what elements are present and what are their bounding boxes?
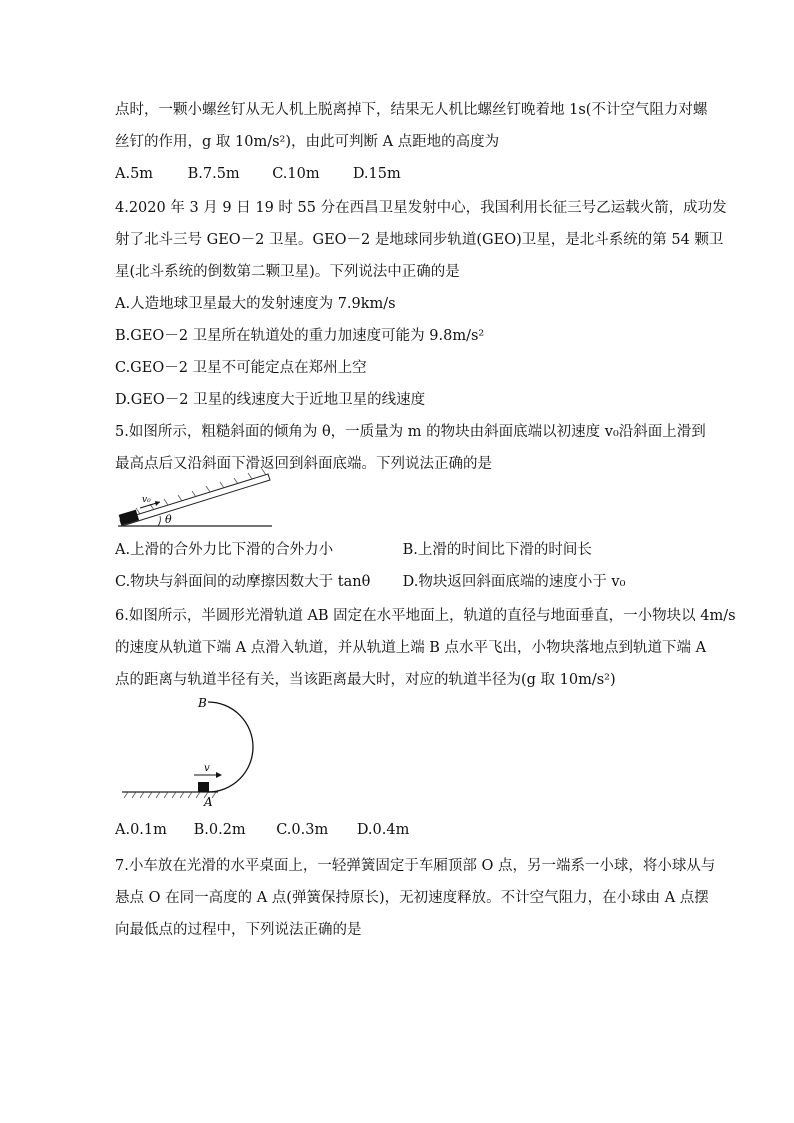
q7-text-line3: 向最低点的过程中，下列说法正确的是 <box>115 922 362 938</box>
track-ground-hatching <box>124 792 216 798</box>
q4-text-line1: 4.2020 年 3 月 9 日 19 时 55 分在西昌卫星发射中心，我国利用长征三号乙运载火箭，成功发 <box>115 200 727 216</box>
q5-option-c: C.物块与斜面间的动摩擦因数大于 tanθ <box>115 574 371 590</box>
q4-option-d: D.GEO－2 卫星的线速度大于近地卫星的线速度 <box>115 392 426 408</box>
incline-v0-label: v₀ <box>142 495 151 505</box>
q3-options <box>115 164 401 184</box>
incline-hatching <box>136 469 266 514</box>
q4-text-line3: 星(北斗系统的倒数第二颗卫星)。下列说法中正确的是 <box>115 264 460 280</box>
q6-option-d: D.0.4m <box>356 822 410 838</box>
incline-block <box>119 510 139 526</box>
q6-text-line2: 的速度从轨道下端 A 点滑入轨道，并从轨道上端 B 点水平飞出，小物块落地点到轨道下端 A <box>115 640 707 656</box>
incline-theta-label: θ <box>165 513 172 526</box>
q5-option-b: B.上滑的时间比下滑的时间长 <box>402 542 592 558</box>
q3-option-c: C.10m <box>272 166 320 182</box>
q4-option-a: A.人造地球卫星最大的发射速度为 7.9km/s <box>115 296 396 312</box>
incline-figure <box>110 468 280 530</box>
semicircle-track <box>208 702 253 792</box>
q5-text-line2: 最高点后又沿斜面下滑返回到斜面底端。下列说法正确的是 <box>115 456 492 472</box>
semicircle-track-figure <box>118 690 268 812</box>
q5-options-row1 <box>115 540 592 560</box>
q6-text-line1: 6.如图所示，半圆形光滑轨道 AB 固定在水平地面上，轨道的直径与地面垂直，一小物块以 4m/s <box>115 608 736 624</box>
q6-option-c: C.0.3m <box>276 822 329 838</box>
q3-option-a: A.5m <box>115 166 154 182</box>
q7-text-line1: 7.小车放在光滑的水平桌面上，一轻弹簧固定于车厢顶部 O 点，另一端系一小球，将小球从与 <box>115 858 716 874</box>
q4-text-line2: 射了北斗三号 GEO－2 卫星。GEO－2 是地球同步轨道(GEO)卫星，是北斗系统的第 54 颗卫 <box>115 232 724 248</box>
q5-option-a: A.上滑的合外力比下滑的合外力小 <box>115 542 334 558</box>
track-block <box>198 782 209 792</box>
q5-text-line1: 5.如图所示，粗糙斜面的倾角为 θ，一质量为 m 的物块由斜面底端以初速度 v₀沿斜面上滑到 <box>115 424 706 440</box>
q3-option-b: B.7.5m <box>187 166 240 182</box>
track-arrow-head <box>216 772 222 778</box>
q7-text-line2: 悬点 O 在同一高度的 A 点(弹簧保持原长)，无初速度释放。不计空气阻力，在小球由 A 点摆 <box>115 890 709 906</box>
q6-option-b: B.0.2m <box>193 822 246 838</box>
q5-options-row2 <box>115 572 625 592</box>
track-b-label: B <box>198 696 207 710</box>
q6-options <box>115 820 409 840</box>
q3-text-line2: 丝钉的作用，g 取 10m/s²)，由此可判断 A 点距地的高度为 <box>115 134 500 150</box>
q5-option-d: D.物块返回斜面底端的速度小于 v₀ <box>402 574 626 590</box>
q3-text-line1: 点时，一颗小螺丝钉从无人机上脱离掉下，结果无人机比螺丝钉晚着地 1s(不计空气阻力对螺 <box>115 102 708 118</box>
q3-option-d: D.15m <box>352 166 401 182</box>
track-v-label: v <box>204 763 210 774</box>
track-a-label: A <box>204 795 213 809</box>
incline-angle-arc <box>158 516 160 526</box>
q4-option-b: B.GEO－2 卫星所在轨道处的重力加速度可能为 9.8m/s² <box>115 328 485 344</box>
q4-option-c: C.GEO－2 卫星不可能定点在郑州上空 <box>115 360 367 376</box>
q6-option-a: A.0.1m <box>115 822 167 838</box>
q6-text-line3: 点的距离与轨道半径有关，当该距离最大时，对应的轨道半径为(g 取 10m/s²) <box>115 672 616 688</box>
